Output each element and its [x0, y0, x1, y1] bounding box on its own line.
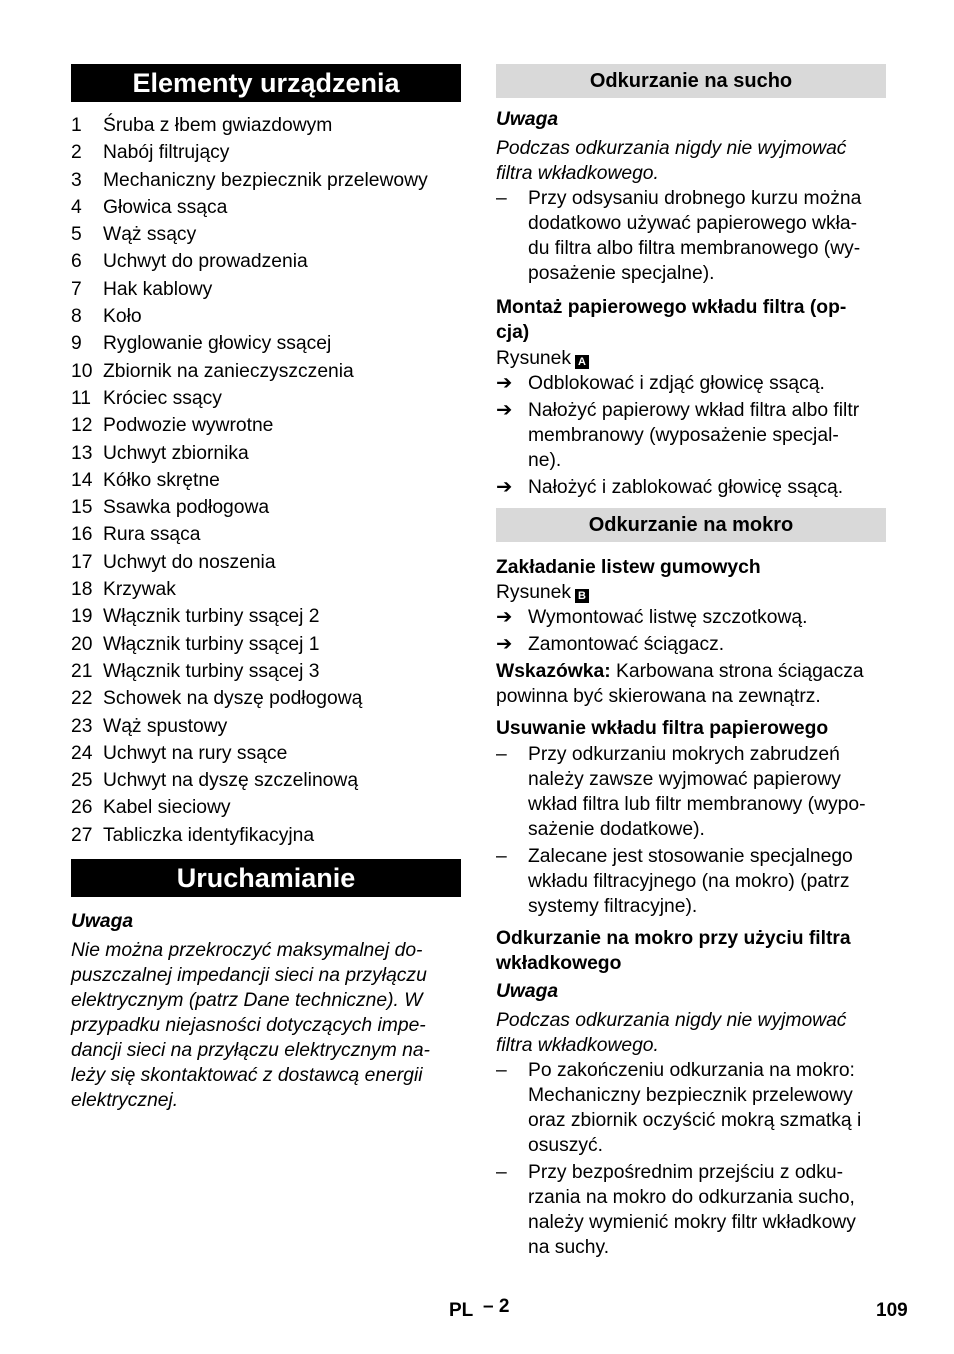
- note-line: filtra wkładkowego.: [496, 163, 659, 184]
- part-label: Wąż spustowy: [103, 715, 228, 737]
- part-number: 25: [71, 770, 93, 792]
- part-label: Włącznik turbiny ssącej 2: [103, 606, 320, 628]
- parts-list-item: [71, 412, 461, 439]
- dry-bullet: [496, 186, 886, 286]
- dry-note-text: [496, 136, 886, 186]
- parts-list-item: [71, 440, 461, 467]
- part-number: 9: [71, 333, 82, 355]
- dry-note-label: Uwaga: [496, 109, 559, 130]
- figure-letter-b-icon: B: [575, 589, 589, 603]
- text-line: oraz zbiornik oczyścić mokrą szmatką i: [528, 1110, 862, 1131]
- parts-list-item: [71, 521, 461, 548]
- parts-list-item: [71, 603, 461, 630]
- note-line: leży się skontaktować z dostawcą energii: [71, 1065, 423, 1087]
- step-lines: [528, 371, 886, 396]
- parts-list-item: [71, 167, 461, 194]
- figure-label: Rysunek: [496, 348, 572, 369]
- part-number: 23: [71, 715, 93, 737]
- arrow-right-icon: ➔: [496, 607, 513, 628]
- text-line: Przy bezpośrednim przejściu z odku-: [528, 1162, 844, 1183]
- note-line: Podczas odkurzania nigdy nie wyjmować: [496, 1010, 847, 1031]
- parts-list-item: [71, 740, 461, 767]
- paper-filter-steps: [496, 371, 886, 500]
- part-label: Ryglowanie głowicy ssącej: [103, 333, 332, 355]
- action-step: [496, 632, 886, 657]
- section-page-label: – 2: [483, 1296, 510, 1317]
- remove-filter-title: Usuwanie wkładu filtra papierowego: [496, 718, 829, 739]
- title-line: wkładkowego: [496, 953, 622, 974]
- text-line: ne).: [528, 450, 562, 471]
- text-line: Zamontować ściągacz.: [528, 634, 725, 655]
- part-label: Zbiornik na zanieczyszczenia: [103, 360, 354, 382]
- part-label: Hak kablowy: [103, 278, 213, 300]
- part-label: Włącznik turbiny ssącej 3: [103, 660, 320, 682]
- part-number: 11: [71, 387, 92, 409]
- parts-list-item: [71, 794, 461, 821]
- parts-list-item: [71, 248, 461, 275]
- part-number: 26: [71, 797, 93, 819]
- part-number: 14: [71, 469, 93, 491]
- bullet-item: [496, 742, 886, 842]
- part-number: 4: [71, 196, 82, 218]
- parts-list-item: [71, 221, 461, 248]
- note-line: elektrycznym (patrz Dane techniczne). W: [71, 990, 423, 1012]
- note-line: dancji sieci na przyłączu elektrycznym na-: [71, 1040, 430, 1062]
- part-label: Uchwyt na rury ssące: [103, 742, 288, 764]
- parts-list-item: [71, 467, 461, 494]
- parts-list-item: [71, 549, 461, 576]
- text-line: Mechaniczny bezpiecznik przelewowy: [528, 1085, 853, 1106]
- text-line: na suchy.: [528, 1237, 610, 1258]
- figure-ref-b: [496, 580, 886, 605]
- rubber-steps: [496, 605, 886, 657]
- page-number: 109: [876, 1300, 908, 1321]
- part-label: Wąż ssący: [103, 224, 197, 246]
- part-number: 21: [71, 660, 93, 682]
- text-line: membranowy (wyposażenie specjal-: [528, 425, 839, 446]
- section-heading-dry-vacuuming: Odkurzanie na sucho: [496, 64, 886, 98]
- bullet-line: du filtra albo filtra membranowego (wy-: [528, 238, 861, 259]
- part-label: Głowica ssąca: [103, 196, 228, 218]
- text-line: rzania na mokro do odkurzania sucho,: [528, 1187, 855, 1208]
- arrow-right-icon: ➔: [496, 477, 513, 498]
- text-line: wkładu filtracyjnego (na mokro) (patrz: [528, 871, 850, 892]
- text-line: Zalecane jest stosowanie specjalnego: [528, 846, 853, 867]
- parts-list-item: [71, 276, 461, 303]
- bullet-item: [496, 844, 886, 919]
- text-line: Przy odkurzaniu mokrych zabrudzeń: [528, 744, 840, 765]
- right-column: [496, 64, 886, 1262]
- figure-letter-a-icon: A: [575, 355, 589, 369]
- part-number: 18: [71, 579, 93, 601]
- note-line: przypadku niejasności dotyczących impe-: [71, 1015, 426, 1037]
- bullet-lines: [528, 1160, 886, 1260]
- part-label: Mechaniczny bezpiecznik przelewowy: [103, 169, 428, 191]
- parts-list-item: [71, 822, 461, 849]
- parts-list-item: [71, 358, 461, 385]
- figure-label: Rysunek: [496, 582, 572, 603]
- step-lines: [528, 475, 886, 500]
- left-column: [71, 64, 461, 1113]
- section-heading-device-elements: Elementy urządzenia: [71, 64, 461, 102]
- paper-filter-title: [496, 295, 886, 345]
- rubber-strips-title: Zakładanie listew gumowych: [496, 557, 761, 578]
- title-line: cja): [496, 322, 530, 343]
- part-label: Rura ssąca: [103, 524, 201, 546]
- language-code: PL: [449, 1300, 474, 1321]
- part-number: 8: [71, 306, 82, 328]
- text-line: systemy filtracyjne).: [528, 896, 698, 917]
- figure-ref-a: [496, 346, 886, 371]
- bullet-line: Przy odsysaniu drobnego kurzu można: [528, 188, 862, 209]
- wet-note-text: [496, 1008, 886, 1058]
- text-line: Odblokować i zdjąć głowicę ssącą.: [528, 373, 825, 394]
- page-footer: [0, 1296, 954, 1326]
- step-lines: [528, 398, 886, 473]
- remove-filter-bullets: [496, 742, 886, 919]
- step-lines: [528, 605, 886, 630]
- hint-text-line2: powinna być skierowana na zewnątrz.: [496, 686, 821, 707]
- note-text: [71, 938, 461, 1113]
- bullet-line: dodatkowo używać papierowego wkła-: [528, 213, 858, 234]
- note-line: Nie można przekroczyć maksymalnej do-: [71, 940, 423, 962]
- bullet-line: posażenie specjalne).: [528, 263, 715, 284]
- wet-note-label: Uwaga: [496, 981, 559, 1002]
- dash-marker: –: [496, 1162, 507, 1183]
- arrow-right-icon: ➔: [496, 634, 513, 655]
- part-number: 24: [71, 742, 93, 764]
- part-number: 2: [71, 142, 82, 164]
- text-line: należy wymienić mokry filtr wkładkowy: [528, 1212, 856, 1233]
- parts-list-item: [71, 303, 461, 330]
- part-label: Nabój filtrujący: [103, 142, 230, 164]
- part-label: Uchwyt na dyszę szczelinową: [103, 770, 359, 792]
- part-label: Uchwyt do noszenia: [103, 551, 276, 573]
- text-line: Wymontować listwę szczotkową.: [528, 607, 808, 628]
- dash-marker: –: [496, 744, 507, 765]
- part-label: Śruba z łbem gwiazdowym: [103, 115, 333, 136]
- part-number: 13: [71, 442, 93, 464]
- dash-marker: –: [496, 188, 507, 209]
- part-label: Schowek na dyszę podłogową: [103, 688, 363, 710]
- part-number: 27: [71, 824, 93, 846]
- text-line: osuszyć.: [528, 1135, 604, 1156]
- title-line: Odkurzanie na mokro przy użyciu filtra: [496, 928, 851, 949]
- hint-text: Karbowana strona ściągacza: [610, 661, 864, 682]
- note-line: filtra wkładkowego.: [496, 1035, 659, 1056]
- parts-list-item: [71, 631, 461, 658]
- part-number: 1: [71, 115, 82, 136]
- bullet-lines: [528, 742, 886, 842]
- part-number: 22: [71, 688, 93, 710]
- parts-list-item: [71, 767, 461, 794]
- parts-list: [71, 112, 461, 849]
- parts-list-item: [71, 658, 461, 685]
- hint-label: Wskazówka:: [496, 661, 611, 682]
- section-heading-wet-vacuuming: Odkurzanie na mokro: [496, 508, 886, 542]
- part-number: 3: [71, 169, 82, 191]
- action-step: [496, 605, 886, 630]
- parts-list-item: [71, 685, 461, 712]
- title-line: Montaż papierowego wkładu filtra (op-: [496, 297, 847, 318]
- text-line: wkład filtra lub filtr membranowy (wypo-: [528, 794, 866, 815]
- part-number: 7: [71, 278, 82, 300]
- part-label: Podwozie wywrotne: [103, 415, 274, 437]
- part-number: 10: [71, 360, 93, 382]
- note-line: puszczalnej impedancji sieci na przyłączu: [71, 965, 427, 987]
- section-heading-startup: Uruchamianie: [71, 859, 461, 897]
- hint-paragraph: [496, 659, 886, 709]
- note-line: elektrycznej.: [71, 1090, 179, 1112]
- parts-list-item: [71, 494, 461, 521]
- part-number: 16: [71, 524, 93, 546]
- parts-list-item: [71, 139, 461, 166]
- wet-bullets: [496, 1058, 886, 1260]
- text-line: sażenie dodatkowe).: [528, 819, 705, 840]
- dash-marker: –: [496, 1060, 507, 1081]
- bullet-lines: [528, 1058, 886, 1158]
- text-line: Nałożyć i zablokować głowicę ssącą.: [528, 477, 844, 498]
- text-line: Nałożyć papierowy wkład filtra albo filtr: [528, 400, 860, 421]
- part-number: 12: [71, 415, 93, 437]
- part-label: Króciec ssący: [103, 387, 222, 409]
- parts-list-item: [71, 576, 461, 603]
- part-label: Uchwyt zbiornika: [103, 442, 249, 464]
- parts-list-item: [71, 194, 461, 221]
- part-number: 17: [71, 551, 93, 573]
- part-label: Krzywak: [103, 579, 176, 601]
- action-step: [496, 398, 886, 473]
- parts-list-item: [71, 112, 461, 139]
- part-number: 19: [71, 606, 93, 628]
- wet-filter-title: [496, 926, 886, 976]
- step-lines: [528, 632, 886, 657]
- part-number: 5: [71, 224, 82, 246]
- dash-marker: –: [496, 846, 507, 867]
- part-label: Kabel sieciowy: [103, 797, 231, 819]
- part-number: 20: [71, 633, 93, 655]
- part-number: 6: [71, 251, 82, 273]
- part-label: Ssawka podłogowa: [103, 497, 270, 519]
- bullet-lines: [528, 844, 886, 919]
- action-step: [496, 475, 886, 500]
- text-line: Po zakończeniu odkurzania na mokro:: [528, 1060, 855, 1081]
- action-step: [496, 371, 886, 396]
- part-label: Koło: [103, 306, 142, 328]
- note-label: Uwaga: [71, 911, 134, 933]
- parts-list-item: [71, 713, 461, 740]
- text-line: należy zawsze wyjmować papierowy: [528, 769, 841, 790]
- part-label: Uchwyt do prowadzenia: [103, 251, 308, 273]
- part-label: Kółko skrętne: [103, 469, 220, 491]
- arrow-right-icon: ➔: [496, 400, 513, 421]
- parts-list-item: [71, 330, 461, 357]
- bullet-item: [496, 1160, 886, 1260]
- part-label: Włącznik turbiny ssącej 1: [103, 633, 320, 655]
- note-line: Podczas odkurzania nigdy nie wyjmować: [496, 138, 847, 159]
- arrow-right-icon: ➔: [496, 373, 513, 394]
- bullet-item: [496, 1058, 886, 1158]
- parts-list-item: [71, 385, 461, 412]
- part-label: Tabliczka identyfikacyjna: [103, 824, 315, 846]
- part-number: 15: [71, 497, 93, 519]
